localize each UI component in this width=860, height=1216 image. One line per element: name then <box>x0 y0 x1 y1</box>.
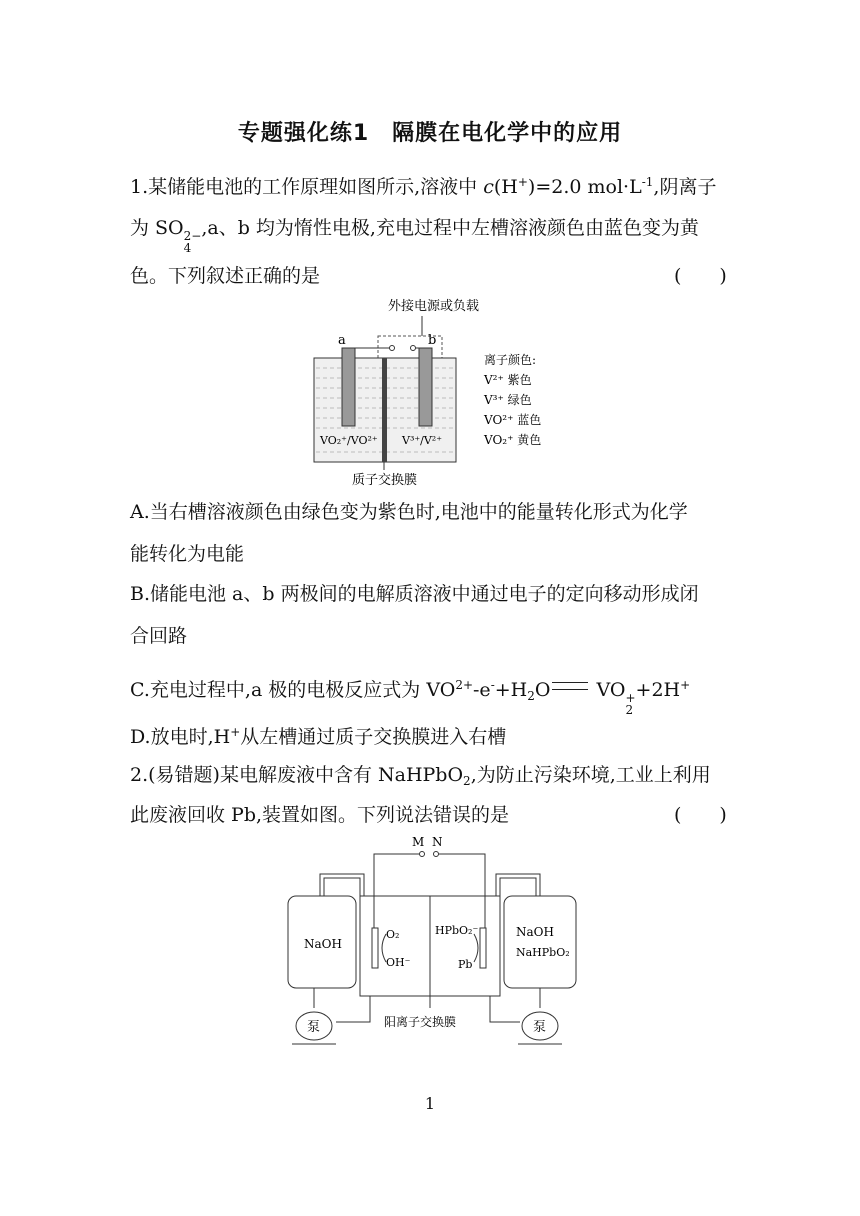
equals-sign <box>552 682 588 690</box>
fig1-legend-item: V³⁺ 绿色 <box>484 393 532 407</box>
fig2-m-label: M <box>412 835 425 849</box>
q1-option-a-line-1: A.当右槽溶液颜色由绿色变为紫色时,电池中的能量转化形式为化学 <box>130 501 688 523</box>
q1-option-c: C.充电过程中,a 极的电极反应式为 $VO^{2+}-e^-+H_2O$ VO + 2 +2H+ <box>130 678 691 717</box>
fig2-right-tank-label-2: NaHPbO₂ <box>516 946 570 959</box>
fig1-right-solution: V³⁺/V²⁺ <box>402 434 443 447</box>
q1-option-a-line-2: 能转化为电能 <box>130 543 245 565</box>
q1-option-b-line-1: B.储能电池 a、b 两极间的电解质溶液中通过电子的定向移动形成闭 <box>130 583 699 605</box>
fig1-top-label: 外接电源或负载 <box>388 299 480 314</box>
fig1-legend-item: VO²⁺ 蓝色 <box>484 413 542 427</box>
q2-line-1: 2.(易错题)某电解废液中含有 NaHPbO$_2$,为防止污染环境,工业上利用 <box>130 764 711 788</box>
q2-figure <box>284 832 584 1054</box>
fig2-oh-label: OH⁻ <box>386 956 411 969</box>
q1-line-3: 色。下列叙述正确的是 <box>130 265 321 287</box>
fig2-right-electrode <box>480 928 486 968</box>
fig1-legend-item: V²⁺ 紫色 <box>484 373 532 387</box>
q1-option-b-line-2: 合回路 <box>130 625 188 647</box>
fig1-electrode-a-label: a <box>338 333 346 348</box>
fig1-legend-title: 离子颜色: <box>484 353 537 367</box>
fig1-left-solution: VO₂⁺/VO²⁺ <box>320 434 378 447</box>
fig1-legend-item: VO₂⁺ 黄色 <box>484 433 542 447</box>
q1-line-1: 1.某储能电池的工作原理如图所示,溶液中 c(H+)=2.0 $mol\cdot L^{-1}$,阴离子 <box>130 175 717 198</box>
fig2-o2-label: O₂ <box>386 928 400 941</box>
fig1-electrode-b <box>419 348 432 426</box>
fig2-left-tank-label: NaOH <box>304 937 342 951</box>
fig1-membrane-label: 质子交换膜 <box>352 473 418 488</box>
fig1-electrode-b-label: b <box>428 333 437 348</box>
q2-line-2: 此废液回收 Pb,装置如图。下列说法错误的是 <box>130 804 510 826</box>
page-title: 专题强化练1 隔膜在电化学中的应用 <box>237 121 623 146</box>
q1-figure <box>300 292 570 492</box>
fig2-n-label: N <box>432 835 443 849</box>
fig2-pb-label: Pb <box>458 958 473 971</box>
fig1-membrane <box>382 358 387 462</box>
fig2-right-tank-label-1: NaOH <box>516 925 554 939</box>
fig2-left-electrode <box>372 928 378 968</box>
q2-answer-bracket: ( ) <box>674 804 727 826</box>
fig2-membrane-label: 阳离子交换膜 <box>384 1015 457 1029</box>
fig2-right-tank <box>504 896 576 988</box>
q1-answer-bracket: ( ) <box>674 265 727 287</box>
fig2-right-pump-label: 泵 <box>533 1020 547 1035</box>
fig2-hpbo2-label: HPbO₂⁻ <box>435 924 479 937</box>
q1-line-2: 为 SO 2− 4 ,a、b 均为惰性电极,充电过程中左槽溶液颜色由蓝色变为黄 <box>130 217 699 255</box>
fig1-electrode-a <box>342 348 355 426</box>
page-number: 1 <box>424 1094 436 1113</box>
q1-option-d: D.放电时,H+从左槽通过质子交换膜进入右槽 <box>130 725 507 748</box>
fig2-left-pump-label: 泵 <box>307 1020 321 1035</box>
